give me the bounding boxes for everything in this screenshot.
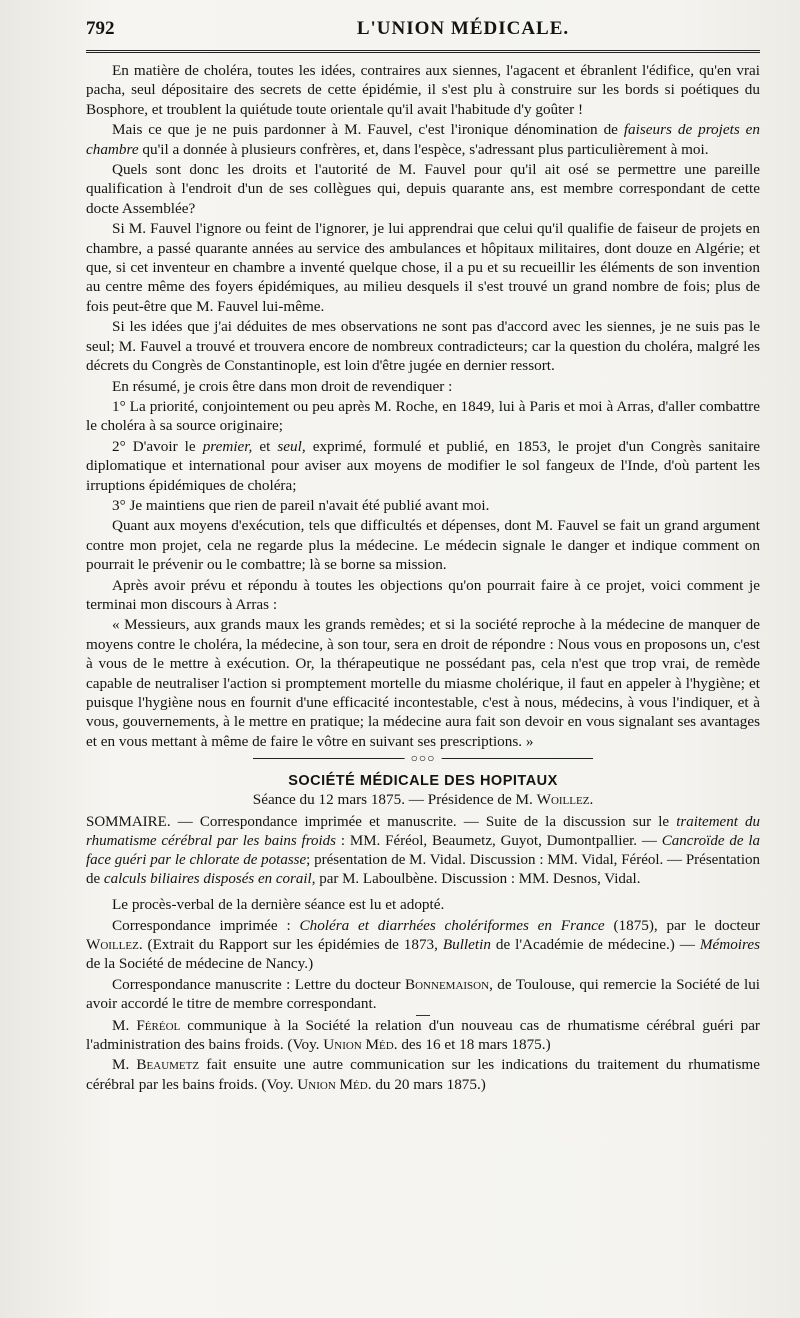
- paragraph: Correspondance imprimée : Choléra et diarrhées cholériformes en France (1875), par le docteur Woillez. (Extrait du Rapport sur les épidémies de 1873, Bulletin de l'Académie de médecine.) — Mémoires de la Société de médecine de Nancy.): [86, 916, 760, 973]
- separator-ornament: ○○○: [405, 751, 442, 766]
- paragraph: Si les idées que j'ai déduites de mes observations ne sont pas d'accord avec les siennes, je ne suis pas le seul; M. Fauvel a trouvé et trouvera encore de nombreux contradicteurs; car la question du choléra, malgré les décrets du Congrès de Constantinople, est loin d'être jugée en dernier ressort.: [86, 318, 760, 375]
- running-head: L'UNION MÉDICALE.: [356, 18, 570, 39]
- paragraph: Quant aux moyens d'exécution, tels que difficultés et dépenses, dont M. Fauvel se fait un grand argument contre mon projet, cela ne regarde plus la médecine. Le médecin signale le danger et indique comment on pourrait le prévenir ou le combattre; là se borne sa mission.: [86, 517, 760, 574]
- paragraph: M. Beaumetz fait ensuite une autre communication sur les indications du traitement du rhumatisme cérébral par les bains froids. (Voy. Union Méd. du 20 mars 1875.): [86, 1056, 760, 1093]
- paragraph: Le procès-verbal de la dernière séance est lu et adopté.: [112, 896, 445, 914]
- page-header: [86, 18, 760, 48]
- list-item: 1° La priorité, conjointement ou peu après M. Roche, en 1849, lui à Paris et moi à Arras, d'aller combattre le choléra à sa source originaire;: [86, 397, 760, 435]
- paragraph: Quels sont donc les droits et l'autorité de M. Fauvel pour qu'il ait osé se permettre une pareille qualification à l'endroit d'un de ses collègues qui, depuis quarante ans, est membre correspondant de cette docte Assemblée?: [86, 161, 760, 217]
- session-body: [86, 895, 760, 1094]
- header-rule: [86, 50, 760, 53]
- list-item: 2° D'avoir le premier, et seul, exprimé, formulé et publié, en 1853, le projet d'un Congrès sanitaire diplomatique et international pour aviser aux moyens de modifier le sol fangeux de l'Inde, d'où partent les irruptions épidémiques de choléra;: [86, 437, 760, 494]
- section-separator: [253, 751, 593, 766]
- paragraph: Correspondance manuscrite : Lettre du docteur Bonnemaison, de Toulouse, qui remercie la Société de lui avoir accordé le titre de membre correspondant.: [86, 975, 761, 1013]
- sommaire: SOMMAIRE. — Correspondance imprimée et manuscrite. — Suite de la discussion sur le traitement du rhumatisme cérébral par les bains froids : MM. Féréol, Beaumetz, Guyot, Dumontpallier. — Cancroïde de la face guéri par le chlorate de potasse; présentation de M. Vidal. Discussion : MM. Vidal, Féréol. — Présentation de calculs biliaires disposés en corail, par M. Laboulbène. Discussion : MM. Desnos, Vidal.: [86, 814, 760, 888]
- paragraph: En résumé, je crois être dans mon droit de revendiquer :: [112, 377, 453, 395]
- list-item: 3° Je maintiens que rien de pareil n'avait été publié avant moi.: [112, 496, 490, 514]
- session-line: Séance du 12 mars 1875. — Présidence de M. Woillez.: [252, 791, 594, 809]
- article-body: [86, 61, 760, 751]
- quoted-speech: « Messieurs, aux grands maux les grands remèdes; et si la société reproche à la médecine de manquer de moyens contre le choléra, la médecine, à son tour, sera en droit de répondre : Nous vous en proposons un, c'est à vous de le mettre à exécution. Or, la thérapeutique ne possédant pas, cela n'est que trop vrai, de remède capable de neutraliser l'action si promptement mortelle du miasme cholérique, il faut en appeler à l'hygiène; et puisque l'hygiène nous en fournit d'une efficacité incontestable, c'est à nous, médecins, à vous l'indiquer, et à vous, gouvernements, à le mettre en pratique; la médecine aura fait son devoir en vous signalant ses avantages et en vous mettant à même de faire le vôtre en suivant ses prescriptions. »: [86, 616, 760, 750]
- paragraph: M. Féréol communique à la Société la relation d'un nouveau cas de rhumatisme cérébral guéri par l'administration des bains froids. (Voy. Union Méd. des 16 et 18 mars 1875.): [86, 1016, 760, 1054]
- paragraph: En matière de choléra, toutes les idées, contraires aux siennes, l'agacent et ébranlent l'édifice, qu'en vrai pacha, seul dépositaire des secrets de cette épidémie, il s'est plu à construire sur les bords si poétiques du Bosphore, et troublent la quiétude toute orientale qu'il avait l'habitude d'y goûter !: [86, 62, 760, 118]
- page-number: 792: [86, 18, 115, 39]
- paragraph: Après avoir prévu et répondu à toutes les objections qu'on pourrait faire à ce projet, voici comment je terminai mon discours à Arras :: [86, 576, 760, 613]
- sommaire-label: SOMMAIRE.: [86, 814, 171, 831]
- section-title: SOCIÉTÉ MÉDICALE DES HOPITAUX: [288, 773, 558, 790]
- paragraph: Si M. Fauvel l'ignore ou feint de l'ignorer, je lui apprendrai que celui qu'il qualifie de faiseur de projets en chambre, a passé quarante années au service des ambulances et hôpitaux militaires, dont douze en Algérie; et que, si cet inventeur en chambre a inventé quelque chose, il a pu et su recueillir les éléments de son invention au centre même des foyers épidémiques, au milieu desquels il s'est trouvé un grand nombre de fois; plus de fois peut-être que M. Fauvel lui-même.: [86, 220, 760, 315]
- paragraph: Mais ce que je ne puis pardonner à M. Fauvel, c'est l'ironique dénomination de faiseurs de projets en chambre qu'il a donnée à plusieurs confrères, et, dans l'espèce, s'adressant plus particulièrement à moi.: [86, 121, 760, 158]
